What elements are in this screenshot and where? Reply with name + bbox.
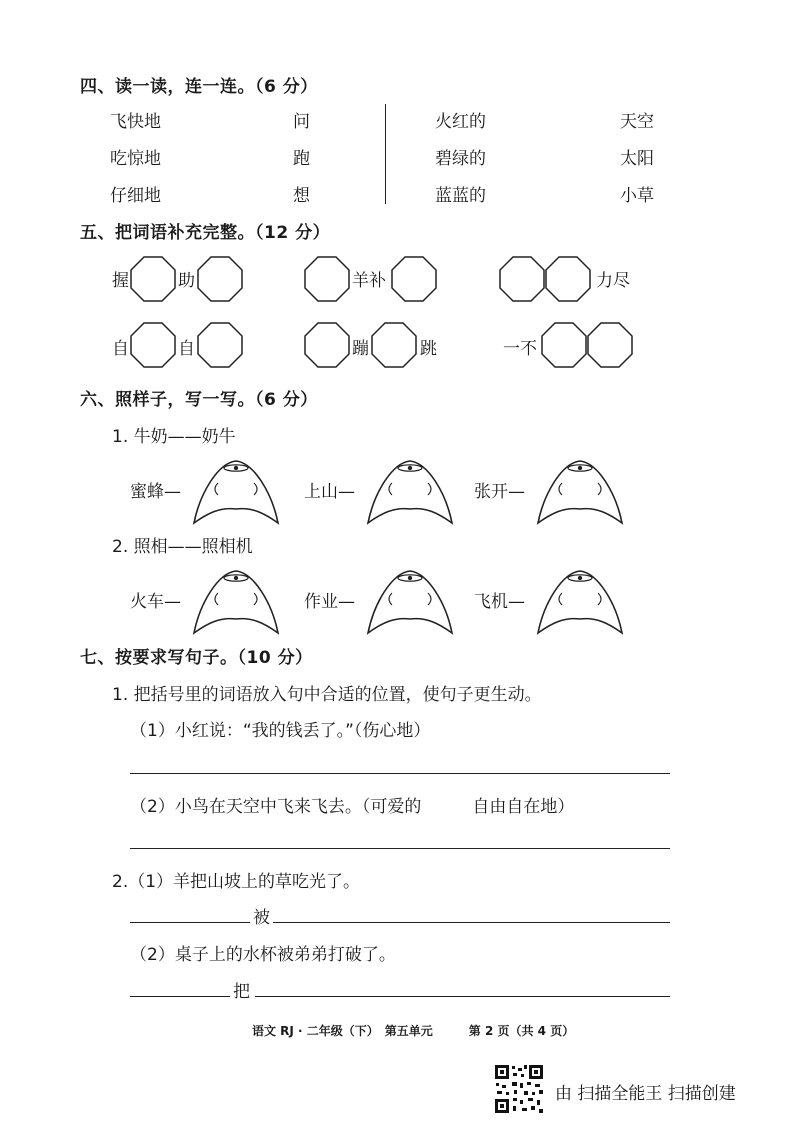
question-1a: （1）小红说：“我的钱丢了。”（伤心地） [130,721,431,741]
octagon-answer-box[interactable] [587,322,633,368]
question-1: 1. 把括号里的词语放入句中合适的位置，使句子更生动。 [112,685,542,705]
answer-line[interactable] [130,922,250,923]
fish-item-label: 张开— [474,482,525,502]
fish-item-label: 飞机— [474,592,525,612]
scanner-watermark: 由 扫描全能王 扫描创建 [555,1084,736,1104]
page-footer: 语文 RJ · 二年级（下） 第五单元 第 2 页（共 4 页） [252,1024,575,1038]
right-word: 蓝蓝的 [435,186,486,206]
idiom-char: 握 [112,271,129,291]
right-target: 太阳 [620,149,654,169]
section4-title: 四、读一读，连一连。（6 分） [80,77,318,97]
idiom-char: 力尽 [596,271,630,291]
idiom-char: 自 [178,339,195,359]
octagon-answer-box[interactable] [371,322,417,368]
idiom-char: 自 [112,339,129,359]
octagon-answer-box[interactable] [391,256,437,302]
octagon-answer-box[interactable] [130,322,176,368]
right-word: 碧绿的 [435,149,486,169]
left-word: 仔细地 [110,186,161,206]
answer-line[interactable] [130,773,670,774]
idiom-char: 跳 [420,339,437,359]
octagon-answer-box[interactable] [197,256,243,302]
answer-line[interactable] [273,922,670,923]
fish-answer-shape[interactable] [534,455,626,527]
octagon-answer-box[interactable] [304,256,350,302]
octagon-answer-box[interactable] [499,256,545,302]
question-2b: （2）桌子上的水杯被弟弟打破了。 [130,945,396,965]
connector-word: 把 [233,982,250,1002]
idiom-char: 蹦 [352,339,369,359]
left-word: 飞快地 [110,112,161,132]
octagon-answer-box[interactable] [541,322,587,368]
fish-answer-shape[interactable] [190,565,282,637]
question-1b: （2）小鸟在天空中飞来飞去。（可爱的 自由自在地） [130,797,575,817]
fish-item-label: 上山— [304,482,355,502]
section7-title: 七、按要求写句子。（10 分） [80,648,313,668]
idiom-char: 羊补 [352,271,386,291]
octagon-answer-box[interactable] [545,256,591,302]
octagon-answer-box[interactable] [304,322,350,368]
fish-item-label: 蜜蜂— [130,482,181,502]
example-2: 2. 照相——照相机 [112,537,253,557]
answer-line[interactable] [130,996,230,997]
answer-line[interactable] [130,848,670,849]
answer-line[interactable] [255,996,670,997]
fish-answer-shape[interactable] [534,565,626,637]
column-divider [385,104,386,204]
fish-item-label: 作业— [304,592,355,612]
idiom-char: 一不 [503,339,537,359]
right-word: 火红的 [435,112,486,132]
right-target: 天空 [620,112,654,132]
question-2a: 2.（1）羊把山坡上的草吃光了。 [112,872,361,892]
qr-code-icon [493,1063,545,1115]
left-target: 想 [293,186,310,206]
octagon-answer-box[interactable] [130,256,176,302]
fish-item-label: 火车— [130,592,181,612]
fish-answer-shape[interactable] [364,565,456,637]
connector-word: 被 [253,908,270,928]
right-target: 小草 [620,186,654,206]
fish-answer-shape[interactable] [364,455,456,527]
example-1: 1. 牛奶——奶牛 [112,427,236,447]
fish-answer-shape[interactable] [190,455,282,527]
left-target: 问 [293,112,310,132]
section6-title: 六、照样子，写一写。（6 分） [80,390,318,410]
left-word: 吃惊地 [110,149,161,169]
left-target: 跑 [293,149,310,169]
idiom-char: 助 [178,271,195,291]
octagon-answer-box[interactable] [197,322,243,368]
section5-title: 五、把词语补充完整。（12 分） [80,223,331,243]
